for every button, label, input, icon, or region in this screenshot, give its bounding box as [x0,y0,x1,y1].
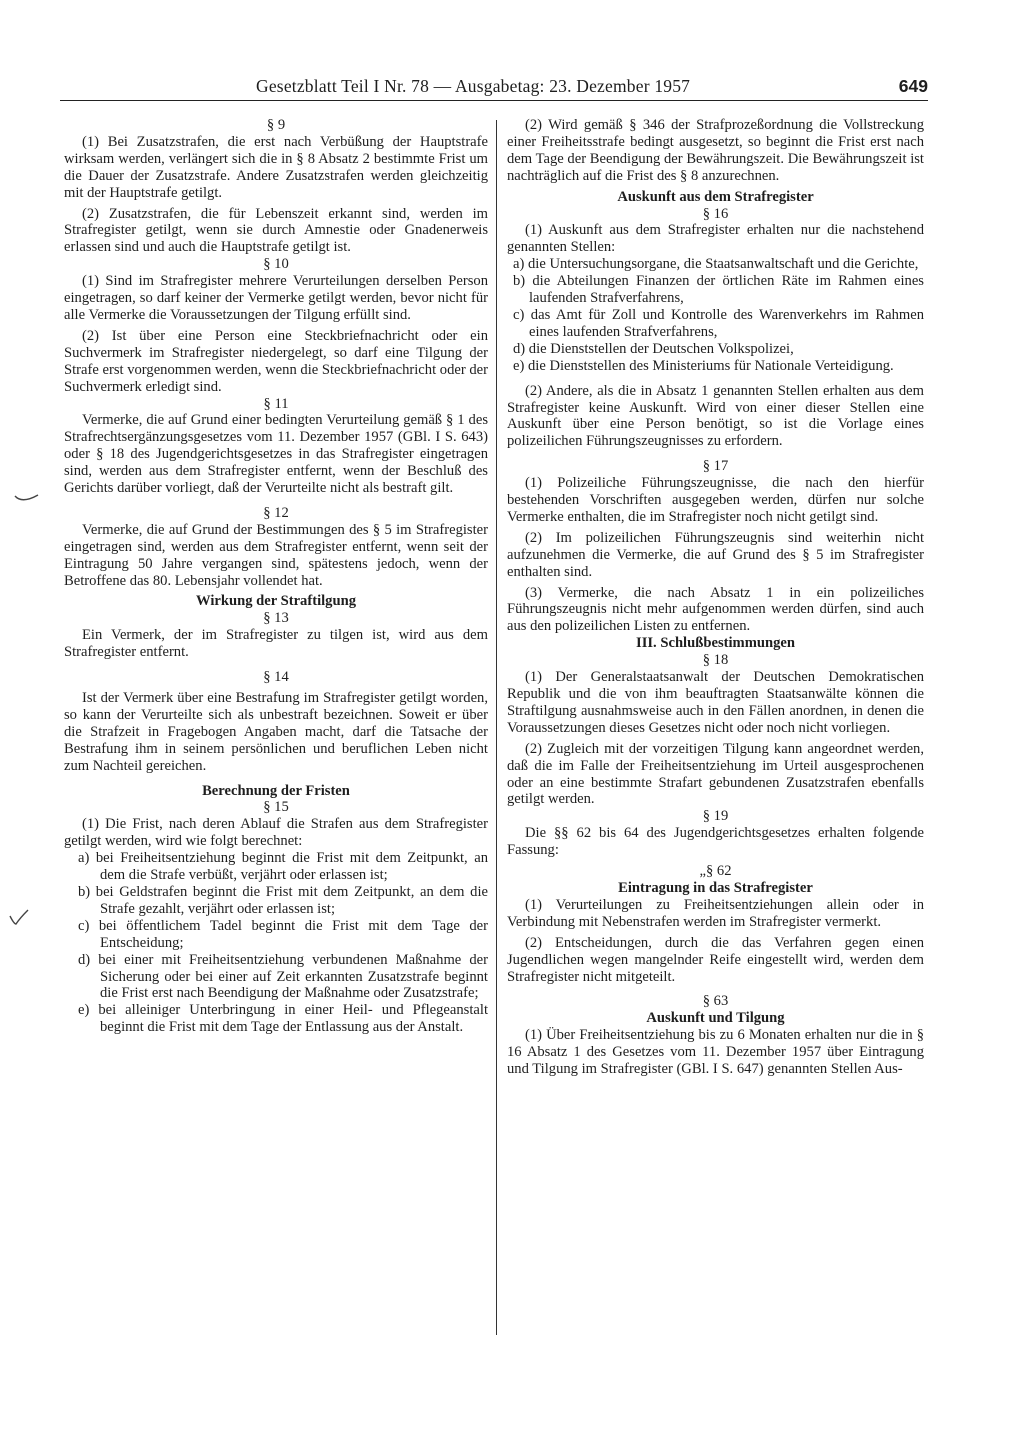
subheading: Auskunft aus dem Strafregister [617,188,814,205]
section-heading: § 15 [263,799,289,816]
subheading: III. Schlußbestimmungen [636,635,795,652]
margin-tick-mark [8,908,30,928]
paragraph: (1) Auskunft aus dem Strafregister erhalten nur die nachstehend genannten Stellen: [507,222,924,256]
paragraph: (1) Über Freiheitsentziehung bis zu 6 Monaten erhalten nur die in § 16 Absatz 1 des Gesetzes vom 11. Dezember 1957 über Eintragung und Tilgung im Strafregister (GBl. I S. 647) genannten Stellen Aus- [507,1027,924,1078]
list-item: c) bei öffentlichem Tadel beginnt die Frist mit dem Tage der Entscheidung; [78,917,488,951]
list-item: a) die Untersuchungsorgane, die Staatsanwaltschaft und die Gerichte, [513,256,919,273]
column-divider [496,120,497,1335]
section-heading: § 10 [263,256,289,273]
page-header [60,76,928,101]
list-item: d) die Dienststellen der Deutschen Volkspolizei, [513,340,794,357]
paragraph: (2) Zusatzstrafen, die für Lebenszeit erkannt sind, werden im Strafregister getilgt, wenn sie durch Amnestie oder Gnadenerweis erlassen sind und auch die Hauptstrafe getilgt ist. [64,205,488,256]
paragraph: (1) Sind im Strafregister mehrere Verurteilungen derselben Person eingetragen, so darf keiner der Vermerke getilgt werden, bevor nicht für alle Vermerke die Voraussetzungen der Tilgung erfüllt sind. [64,273,488,323]
paragraph: (2) Andere, als die in Absatz 1 genannten Stellen erhalten aus dem Strafregister keine Auskunft. Wird von einer dieser Stellen eine Auskunft über eine Person benötigt, so ist die Vorlage eines polizeilichen Führungszeugnisses zu erfordern. [507,382,924,450]
list-item: b) die Abteilungen Finanzen der örtlichen Räte im Rahmen eines laufenden Strafverfahrens, [513,273,924,307]
section-heading: „§ 62 [699,863,732,880]
paragraph: (1) Die Frist, nach deren Ablauf die Strafen aus dem Strafregister getilgt werden, wird wie folgt berechnet: [64,816,488,850]
paragraph: (2) Im polizeilichen Führungszeugnis sind weiterhin nicht aufzunehmen die Vermerke, die auf Grund des § 5 im Strafregister enthalten sind. [507,529,924,580]
subheading: Wirkung der Straftilgung [195,593,357,610]
paragraph: (1) Polizeiliche Führungszeugnisse, die nach den hierfür bestehenden Vorschriften ausgegeben werden, dürfen nur solche Vermerke enthalten, die im Strafregister noch nicht getilgt sind. [507,475,924,525]
paragraph: Die §§ 62 bis 64 des Jugendgerichtsgesetzes erhalten folgende Fassung: [507,825,924,859]
margin-tick-mark [14,492,40,506]
list-item: d) bei einer mit Freiheitsentziehung verbundenen Maßnahme der Sicherung oder bei einer auf Zeit erkannten Zusatzstrafe beginnt die Frist erst nach Beendigung der Maßnahme oder Zusatzstrafe; [78,951,488,1002]
section-heading: § 18 [702,652,729,669]
subheading: Berechnung der Fristen [202,782,350,799]
section-heading: § 14 [263,669,289,686]
page-number: 649 [898,76,928,96]
paragraph: (2) Entscheidungen, durch die das Verfahren gegen einen Jugendlichen wegen mangelnder Reife eingestellt wird, werden dem Strafregister nicht mitgeteilt. [507,934,924,985]
section-heading: § 16 [702,205,729,222]
paragraph: Vermerke, die auf Grund der Bestimmungen des § 5 im Strafregister eingetragen sind, werden aus dem Strafregister entfernt, wenn seit der Eintragung 50 Jahre vergangen sind, spätestens jedoch, wenn der Betroffene das 80. Lebensjahr vollendet hat. [64,521,488,589]
section-heading: § 9 [266,117,286,133]
list-item: b) bei Geldstrafen beginnt die Frist mit dem Zeitpunkt, an dem die Strafe gezahlt, verjährt oder erlassen ist; [78,883,488,917]
section-heading: § 17 [702,458,729,475]
list-item: e) bei alleiniger Unterbringung in einer Heil- und Pflegeanstalt beginnt die Frist mit dem Tage der Entlassung aus der Anstalt. [78,1002,488,1036]
section-heading: § 12 [263,504,289,521]
paragraph: (1) Der Generalstaatsanwalt der Deutschen Demokratischen Republik und die von ihm beauftragten Staatsanwälte können die Straftilgung ausnahmsweise auch in den Fällen anordnen, in denen die Voraussetzungen dieses Gesetzes nicht oder noch nicht vorliegen. [507,669,924,736]
paragraph: (1) Verurteilungen zu Freiheitsentziehungen allein oder in Verbindung mit Nebenstrafen werden im Strafregister vermerkt. [507,896,924,930]
subheading: Eintragung in das Strafregister [618,879,813,896]
paragraph: Vermerke, die auf Grund einer bedingten Verurteilung gemäß § 1 des Strafrechtsergänzungsgesetzes vom 11. Dezember 1957 (GBl. I S. 643) oder § 18 des Jugendgerichtsgesetzes in das Strafregister eingetragen sind, werden aus dem Strafregister entfernt, wenn der Beschluß des Gerichts darüber vorliegt, daß der Verurteilte nicht als bestraft gilt. [64,412,488,497]
left-column [64,117,488,1036]
paragraph: (2) Zugleich mit der vorzeitigen Tilgung kann angeordnet werden, daß die im Falle der Freiheitsentziehung im Urteil ausgesprochenen oder an eine bestimmte Strafart gebundenen Zusatzstrafen ebenfalls getilgt werden. [507,740,924,808]
right-column [507,117,924,1078]
list-item: c) das Amt für Zoll und Kontrolle des Warenverkehrs im Rahmen eines laufenden Strafverfahrens, [513,306,924,340]
section-heading: § 19 [702,808,729,825]
paragraph: (3) Vermerke, die nach Absatz 1 in ein polizeiliches Führungszeugnis nicht mehr aufgenommen werden dürfen, sind auch aus den polizeilichen Listen zu entfernen. [507,584,924,635]
paragraph: Ein Vermerk, der im Strafregister zu tilgen ist, wird aus dem Strafregister entfernt. [64,627,488,661]
list-item: e) die Dienststellen des Ministeriums für Nationale Verteidigung. [513,357,894,374]
paragraph: (2) Ist über eine Person eine Steckbriefnachricht oder ein Suchvermerk im Strafregister niedergelegt, so darf eine Tilgung der Strafe erst vorgenommen werden, wenn die Steckbriefnachricht oder der Suchvermerk erledigt sind. [64,327,489,395]
list-item: a) bei Freiheitsentziehung beginnt die Frist mit dem Zeitpunkt, an dem die Strafe verbüßt, verjährt oder erlassen ist; [78,850,488,884]
section-heading: § 11 [263,395,289,412]
section-heading: § 63 [702,993,729,1010]
paragraph: (1) Bei Zusatzstrafen, die erst nach Verbüßung der Hauptstrafe wirksam werden, verlängert sich die in § 8 Absatz 2 bestimmte Frist um die Dauer der Zusatzstrafe. Andere Zusatzstrafen werden gleichzeitig mit der Hauptstrafe getilgt. [64,133,488,201]
paragraph: Ist der Vermerk über eine Bestrafung im Strafregister getilgt worden, so kann der Verurteilte sich als unbestraft bezeichnen. Soweit er über die Strafzeit in Fragebogen Angaben macht, darf die Tatsache der Bestrafung ihm in seinem persönlichen und beruflichen Leben nicht zum Nachteil gereichen. [64,690,488,774]
paragraph: (2) Wird gemäß § 346 der Strafprozeßordnung die Vollstreckung einer Freiheitsstrafe bedingt ausgesetzt, so beginnt die Frist erst nach dem Tage der Beendigung der Bewährungszeit. Die Bewährungszeit ist nachträglich auf die Frist des § 8 anzurechnen. [507,117,924,184]
section-heading: § 13 [263,610,289,627]
header-title: Gesetzblatt Teil I Nr. 78 — Ausgabetag: 23. Dezember 1957 [256,76,691,96]
subheading: Auskunft und Tilgung [646,1010,785,1027]
